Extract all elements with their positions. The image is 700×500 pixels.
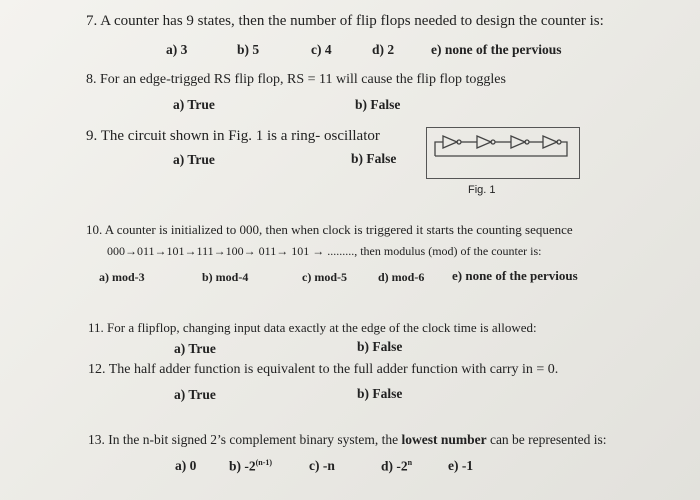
option-a: a) 0 [175,458,197,473]
option-b-exponent: (n-1) [255,458,273,467]
question-text: A counter has 9 states, then the number of flip flops needed to design the counter is: [100,13,604,29]
question-12 [88,362,558,378]
option-d: d) 2 [372,42,395,57]
option-a: a) mod-3 [99,270,145,284]
question-text: The circuit shown in Fig. 1 is a ring- oscillator [100,128,380,144]
question-text-bold: lowest number [401,432,487,447]
option-d [381,458,412,475]
option-c: c) 4 [311,42,332,57]
option-e: e) -1 [448,458,474,473]
option-e: e) none of the pervious [431,42,562,57]
question-number: 13. [88,432,105,447]
question-10-sequence: 000→011→101→111→100→ 011→ 101 → ........., then modulus (mod) of the counter is: [107,244,542,258]
option-a: a) True [174,341,216,356]
option-a: a) True [174,387,216,402]
option-b [229,458,272,475]
question-11 [88,320,537,336]
figure-caption: Fig. 1 [468,184,496,196]
question-number: 11. [88,320,104,335]
question-number: 12. [88,362,106,377]
option-b-base: b) -2 [229,458,256,474]
question-text-post: can be represented is: [489,432,607,447]
question-text: For an edge-trigged RS flip flop, RS = 11 will cause the flip flop toggles [100,72,506,87]
question-text: A counter is initialized to 000, then when clock is triggered it starts the counting sequence [104,222,573,237]
option-d-exponent: n [407,458,413,467]
option-e: e) none of the pervious [452,268,578,283]
question-9 [86,128,380,145]
question-number: 7. [86,13,98,29]
option-b: b) 5 [237,42,260,57]
option-c: c) mod-5 [302,270,347,284]
option-b: b) mod-4 [202,270,249,284]
option-d: d) mod-6 [378,270,425,284]
inverter-chain-diagram [427,128,579,178]
option-a: a) True [173,97,215,112]
option-b: b) False [351,151,397,166]
option-b: b) False [357,339,403,354]
option-a: a) 3 [166,42,188,57]
question-number: 10. [86,222,103,237]
ring-oscillator-figure [426,127,580,179]
question-text: For a flipflop, changing input data exactly at the edge of the clock time is allowed: [107,320,537,335]
option-c: c) -n [309,458,335,473]
question-text: The half adder function is equivalent to the full adder function with carry in = 0. [108,362,559,377]
question-number: 8. [86,72,97,87]
question-number: 9. [86,128,98,144]
option-d-base: d) -2 [381,458,408,474]
question-10 [86,222,573,238]
option-a: a) True [173,152,215,167]
question-text-pre: In the n-bit signed 2’s complement binary system, the [108,432,399,447]
question-7 [86,13,604,30]
question-8 [86,72,506,88]
option-b: b) False [357,386,403,401]
option-b: b) False [355,97,401,112]
question-13 [88,432,607,448]
